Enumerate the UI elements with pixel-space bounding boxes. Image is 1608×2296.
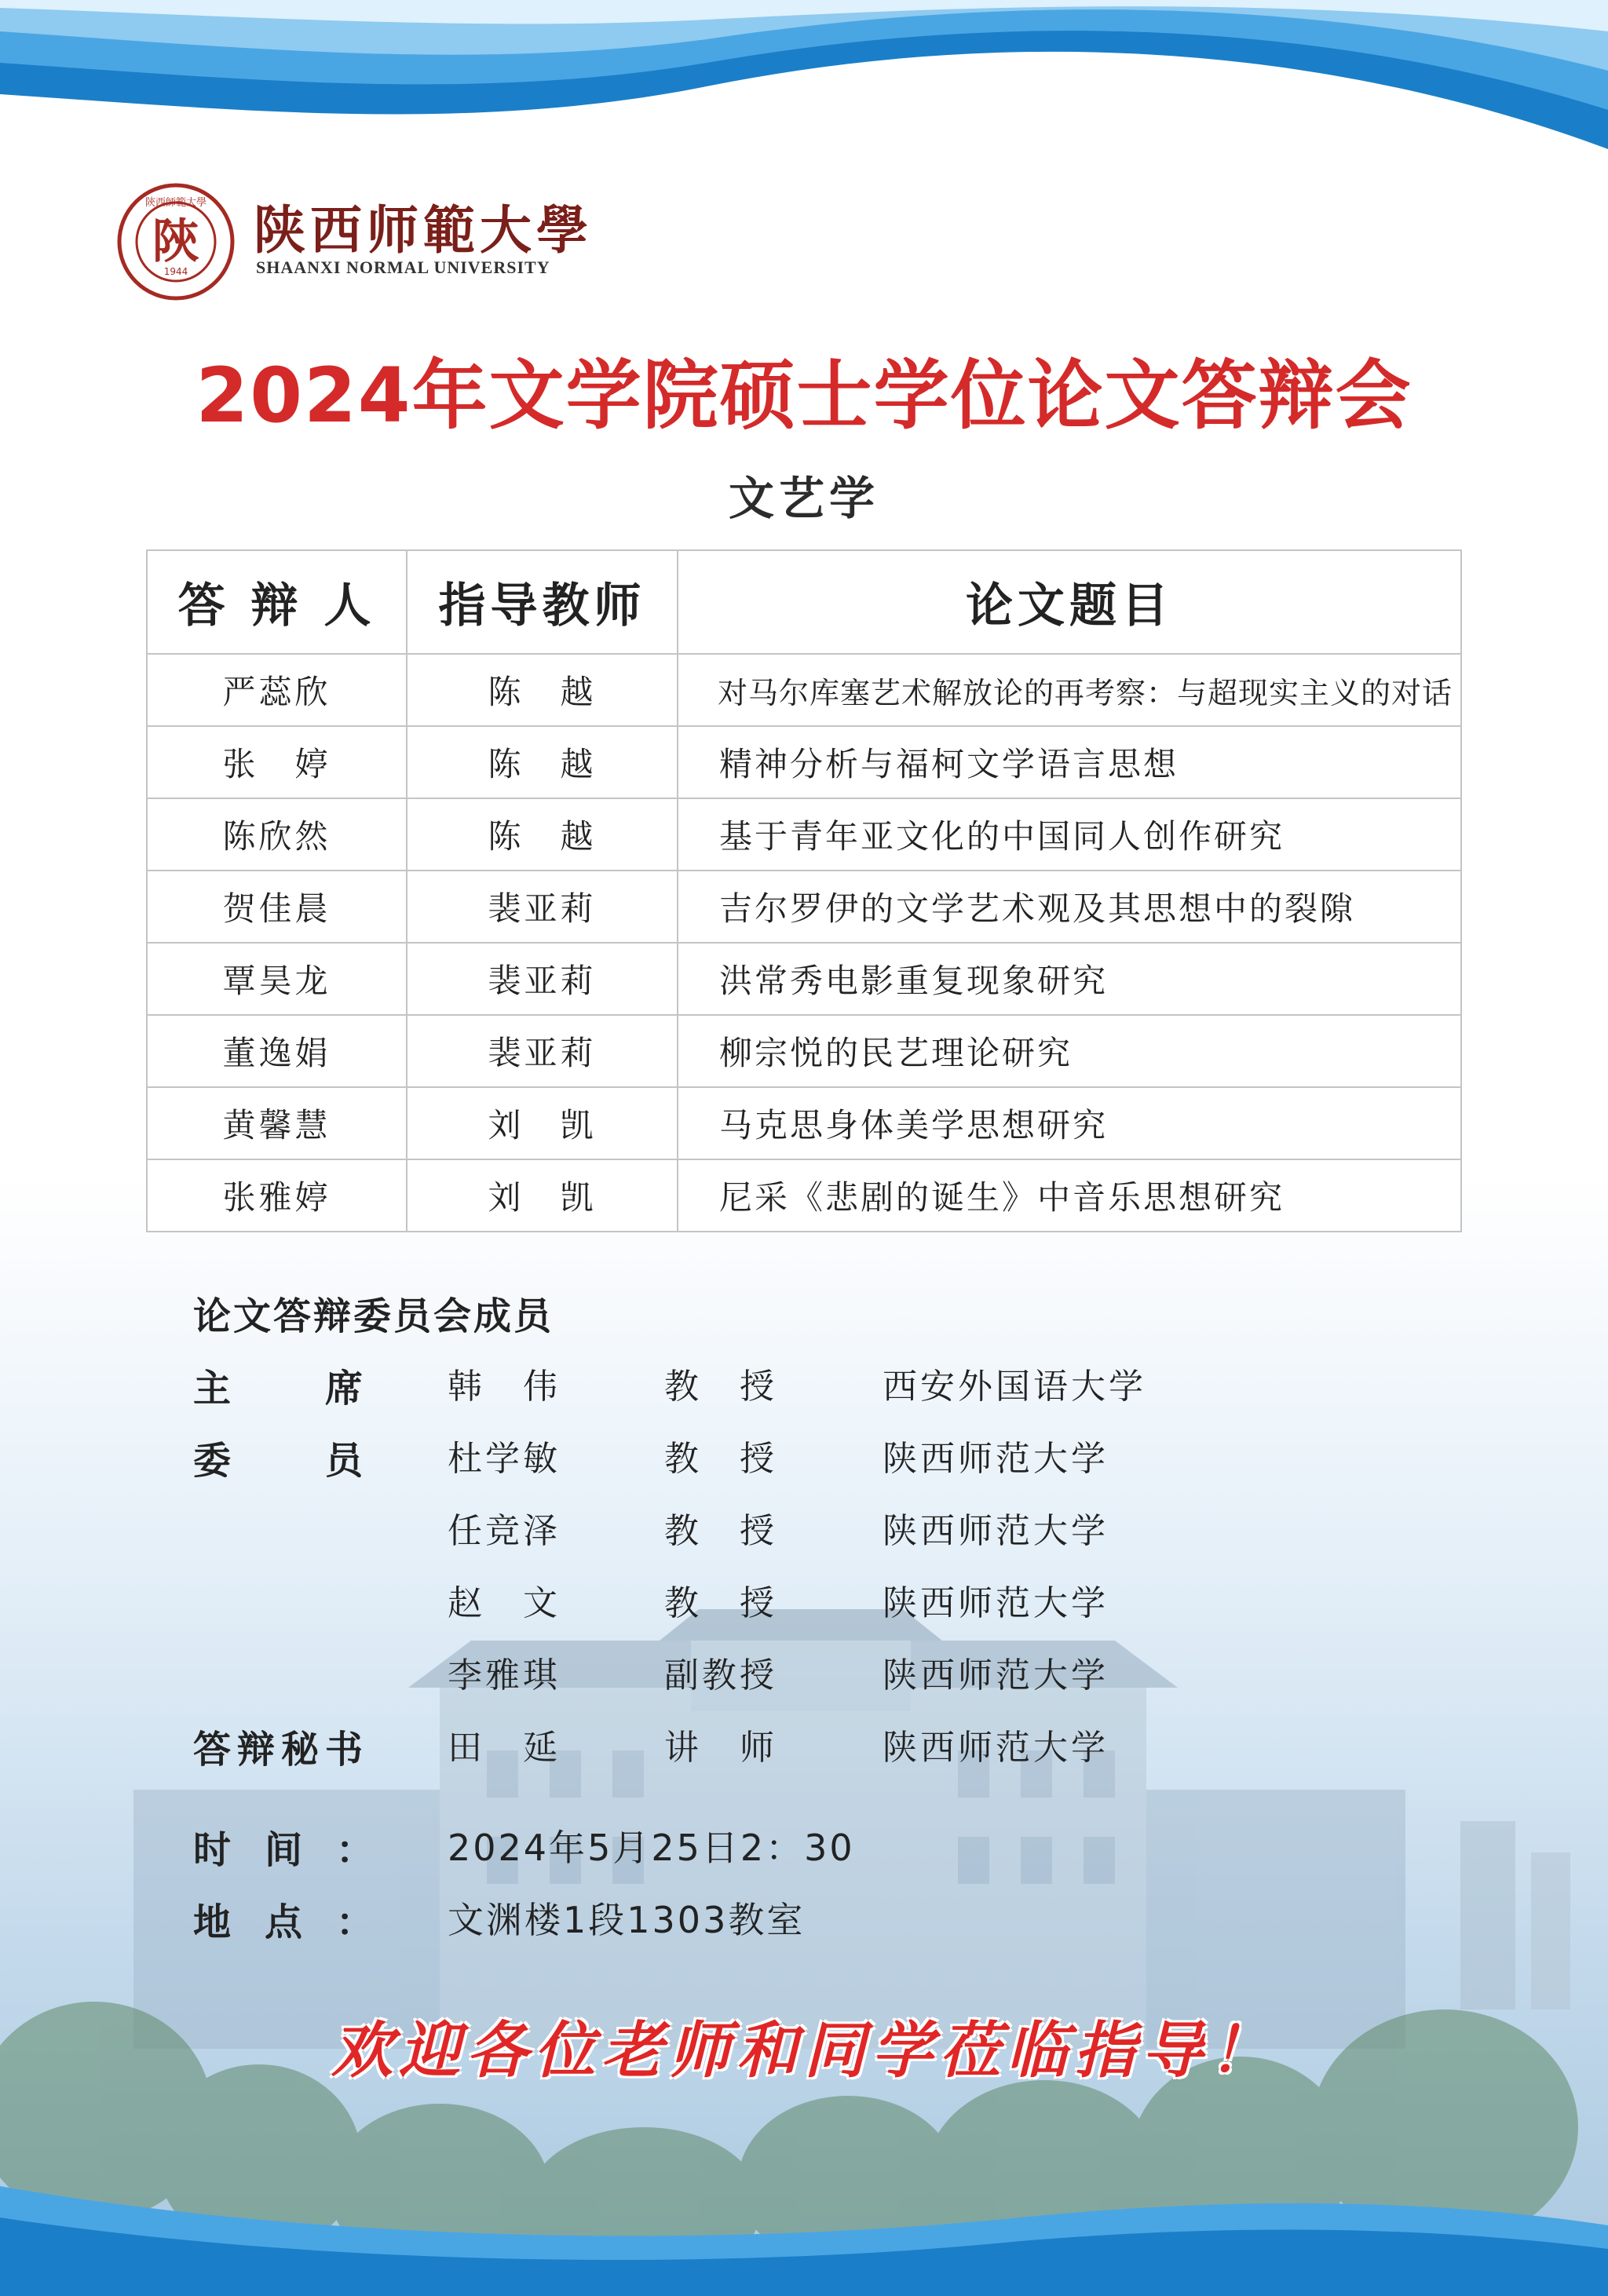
table-row bbox=[147, 1159, 1461, 1232]
header-advisor: 指导教师 bbox=[407, 550, 678, 654]
table-row bbox=[147, 798, 1461, 871]
place-row bbox=[193, 1892, 1528, 1964]
member-rank: 教 授 bbox=[664, 1367, 777, 1407]
time-label: 时间： bbox=[193, 1828, 374, 1872]
committee-member bbox=[193, 1719, 1528, 1791]
committee-member bbox=[193, 1647, 1528, 1719]
member-role: 主席 bbox=[193, 1367, 366, 1411]
member-name: 任竞泽 bbox=[448, 1511, 561, 1551]
table-row bbox=[147, 654, 1461, 726]
member-name: 赵 文 bbox=[448, 1583, 561, 1623]
advisor-name: 裴亚莉 bbox=[407, 871, 678, 943]
time-value: 2024年5月25日2：30 bbox=[448, 1827, 855, 1869]
university-name-cn: 陕西师範大學 bbox=[254, 199, 593, 261]
subject-title: 文艺学 bbox=[728, 472, 879, 525]
advisor-name: 刘 凯 bbox=[407, 1087, 678, 1159]
member-name: 韩 伟 bbox=[448, 1367, 561, 1407]
advisor-name: 裴亚莉 bbox=[407, 943, 678, 1015]
time-row bbox=[193, 1820, 1528, 1892]
thesis-title: 洪常秀电影重复现象研究 bbox=[678, 943, 1461, 1015]
thesis-title: 柳宗悦的民艺理论研究 bbox=[678, 1015, 1461, 1087]
student-name: 董逸娟 bbox=[147, 1015, 407, 1087]
table-row bbox=[147, 1015, 1461, 1087]
member-org: 陕西师范大学 bbox=[883, 1655, 1109, 1696]
member-rank: 教 授 bbox=[664, 1511, 777, 1551]
seal-year: 1944 bbox=[163, 266, 188, 277]
member-org: 陕西师范大学 bbox=[883, 1583, 1109, 1623]
member-org: 陕西师范大学 bbox=[883, 1728, 1109, 1768]
header-thesis: 论文题目 bbox=[678, 550, 1461, 654]
member-rank: 讲 师 bbox=[664, 1728, 777, 1768]
student-name: 陈欣然 bbox=[147, 798, 407, 871]
student-name: 贺佳晨 bbox=[147, 871, 407, 943]
table-row bbox=[147, 726, 1461, 798]
thesis-title: 精神分析与福柯文学语言思想 bbox=[678, 726, 1461, 798]
advisor-name: 陈 越 bbox=[407, 654, 678, 726]
thesis-title: 基于青年亚文化的中国同人创作研究 bbox=[678, 798, 1461, 871]
member-rank: 副教授 bbox=[664, 1655, 777, 1696]
committee-member bbox=[193, 1502, 1528, 1575]
event-info bbox=[193, 1820, 1528, 1964]
student-name: 黄馨慧 bbox=[147, 1087, 407, 1159]
welcome-message: 欢迎各位老师和同学莅临指导！ bbox=[331, 2015, 1277, 2086]
member-name: 杜学敏 bbox=[448, 1439, 561, 1479]
bottom-blue-wave bbox=[0, 2155, 1608, 2296]
thesis-title: 马克思身体美学思想研究 bbox=[678, 1087, 1461, 1159]
seal-character: 陝 bbox=[152, 214, 199, 269]
place-label: 地点： bbox=[193, 1900, 374, 1944]
defense-schedule-table bbox=[146, 549, 1462, 1232]
student-name: 张 婷 bbox=[147, 726, 407, 798]
advisor-name: 陈 越 bbox=[407, 798, 678, 871]
university-logo bbox=[116, 182, 593, 284]
university-name-en: SHAANXI NORMAL UNIVERSITY bbox=[256, 257, 550, 277]
committee-member bbox=[193, 1575, 1528, 1647]
header-student: 答 辩 人 bbox=[147, 550, 407, 654]
table-row bbox=[147, 1087, 1461, 1159]
member-role: 委员 bbox=[193, 1439, 366, 1483]
top-blue-wave bbox=[0, 0, 1608, 204]
student-name: 严蕊欣 bbox=[147, 654, 407, 726]
seal-ring-text: 陝西師範大學 bbox=[144, 197, 207, 209]
thesis-title: 对马尔库塞艺术解放论的再考察：与超现实主义的对话 bbox=[678, 654, 1461, 726]
member-rank: 教 授 bbox=[664, 1439, 777, 1479]
advisor-name: 裴亚莉 bbox=[407, 1015, 678, 1087]
member-role: 答辩秘书 bbox=[193, 1728, 366, 1772]
student-name: 覃昊龙 bbox=[147, 943, 407, 1015]
member-org: 西安外国语大学 bbox=[883, 1367, 1146, 1407]
member-name: 李雅琪 bbox=[448, 1655, 561, 1696]
student-name: 张雅婷 bbox=[147, 1159, 407, 1232]
member-name: 田 延 bbox=[448, 1728, 561, 1768]
table-row bbox=[147, 871, 1461, 943]
committee-member bbox=[193, 1430, 1528, 1502]
member-rank: 教 授 bbox=[664, 1583, 777, 1623]
thesis-title: 尼采《悲剧的诞生》中音乐思想研究 bbox=[678, 1159, 1461, 1232]
member-org: 陕西师范大学 bbox=[883, 1439, 1109, 1479]
advisor-name: 刘 凯 bbox=[407, 1159, 678, 1232]
page-title: 2024年文学院硕士学位论文答辩会 bbox=[196, 352, 1412, 440]
thesis-title: 吉尔罗伊的文学艺术观及其思想中的裂隙 bbox=[678, 871, 1461, 943]
place-value: 文渊楼1段1303教室 bbox=[448, 1899, 806, 1941]
advisor-name: 陈 越 bbox=[407, 726, 678, 798]
committee-list bbox=[193, 1358, 1528, 1791]
member-org: 陕西师范大学 bbox=[883, 1511, 1109, 1551]
committee-member bbox=[193, 1358, 1528, 1430]
university-seal-icon bbox=[116, 182, 236, 301]
table-row bbox=[147, 943, 1461, 1015]
table-header-row bbox=[147, 550, 1461, 654]
committee-title: 论文答辩委员会成员 bbox=[193, 1294, 554, 1338]
